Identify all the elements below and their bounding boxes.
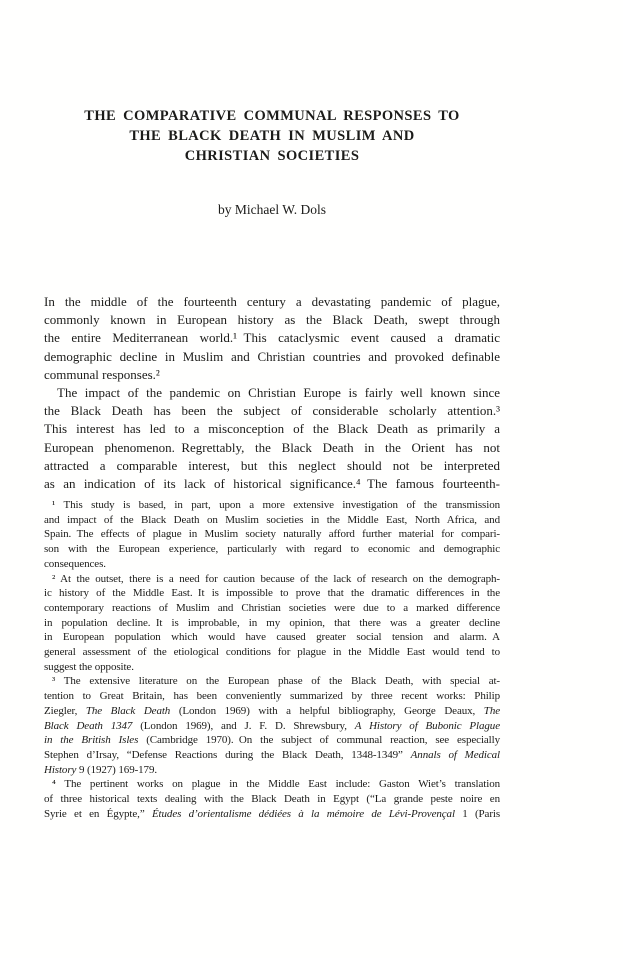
footnote-line: [44, 542, 500, 557]
footnote-line: [44, 586, 500, 601]
footnote-text: of three historical texts dealing with the Black Death in Egypt (“La grande peste noire en: [44, 793, 500, 806]
footnote-text: contemporary reactions of Muslim and Christian societies were due to a marked difference: [44, 601, 500, 614]
footnote-text: general assessment of the etiological conditions for plague in the Middle East would tend to: [44, 646, 500, 659]
footnote-citation-italic: Études d’orientalisme dédiées à la mémoire de Lévi-Provençal: [151, 807, 455, 820]
footnote-line: [44, 733, 500, 748]
body-line: The impact of the pandemic on Christian Europe is fairly well known since: [57, 385, 500, 401]
footnote-text: in European population which would have caused greater social tension and alarm. A: [44, 631, 500, 644]
footnote-citation-italic: The: [483, 704, 500, 717]
footnote-text: ² At the outset, there is a need for caution because of the lack of research on the demograph-: [52, 572, 500, 585]
title-line: THE COMPARATIVE COMMUNAL RESPONSES TO: [84, 108, 460, 124]
footnote-text: and impact of the Black Death on Muslim societies in the Middle East, North Africa, and: [44, 513, 500, 526]
paper-title: [44, 106, 500, 166]
footnote-text: Ziegler,: [44, 704, 86, 717]
footnote-line: [44, 527, 500, 542]
footnote-line: [44, 763, 500, 778]
title-line: THE BLACK DEATH IN MUSLIM AND: [129, 128, 415, 144]
footnote-text: Stephen d’Irsay, “Defense Reactions during the Black Death, 1348-1349”: [44, 748, 411, 761]
footnote-text: suggest the opposite.: [44, 660, 134, 673]
footnote-text: ⁴ The pertinent works on plague in the Middle East include: Gaston Wiet’s translation: [52, 778, 500, 791]
footnote-citation-italic: The Black Death: [85, 704, 171, 717]
body-line: the Black Death has been the subject of considerable scholarly attention.³: [44, 403, 500, 419]
footnote-text: consequences.: [44, 557, 106, 570]
footnote-line: [44, 601, 500, 616]
footnote-line: [44, 630, 500, 645]
footnote-citation-italic: in the British Isles: [44, 734, 139, 747]
footnote-citation-italic: Black Death 1347: [44, 719, 133, 732]
body-line: demographic decline in Muslim and Christian countries and provoked definable: [44, 348, 500, 364]
footnote-text: tention to Great Britain, has been conveniently summarized by three recent works: Philip: [44, 690, 500, 703]
title-line: CHRISTIAN SOCIETIES: [184, 148, 360, 164]
footnote-text: (London 1969), and J. F. D. Shrewsbury,: [132, 719, 355, 732]
footnote-line: [44, 792, 500, 807]
body-text: [44, 293, 500, 493]
footnote-line: [44, 557, 500, 572]
footnote-line: [44, 498, 500, 513]
footnotes-section: [44, 498, 500, 821]
body-line: communal responses.²: [44, 366, 160, 382]
footnote-text: Syrie et en Égypte,”: [44, 807, 152, 820]
body-line: In the middle of the fourteenth century a devastating pandemic of plague,: [44, 294, 500, 309]
footnote-line: [44, 689, 500, 704]
footnote-line: [44, 660, 500, 675]
footnote-text: ¹ This study is based, in part, upon a more extensive investigation of the transmission: [52, 499, 500, 511]
footnote-line: [44, 719, 500, 734]
footnote-line: [44, 748, 500, 763]
footnote-line: [44, 777, 500, 792]
footnote-line: [44, 513, 500, 528]
footnote-text: Spain. The effects of plague in Muslim society naturally afford further material for compari-: [44, 528, 500, 541]
footnote-citation-italic: History: [44, 763, 77, 776]
footnote-line: [44, 645, 500, 660]
footnote-text: in population decline. It is improbable, in my opinion, that there was a greater decline: [44, 616, 500, 629]
body-line: commonly known in European history as the Black Death, swept through: [44, 312, 500, 328]
footnote-line: [44, 807, 500, 822]
body-line: European phenomenon. Regrettably, the Black Death in the Orient has not: [44, 439, 500, 455]
body-line: as an indication of its lack of historical significance.⁴ The famous fourteenth-: [44, 476, 500, 492]
footnote-line: [44, 572, 500, 587]
footnote-text: (London 1969) with a helpful bibliography, George Deaux,: [170, 704, 484, 717]
footnote-citation-italic: A History of Bubonic Plague: [354, 719, 500, 732]
footnote-text: ³ The extensive literature on the European phase of the Black Death, with special at-: [52, 675, 500, 688]
footnote-citation-italic: Annals of Medical: [410, 748, 501, 761]
author-byline: by Michael W. Dols: [218, 202, 326, 217]
footnote-text: ic history of the Middle East. It is impossible to prove that the dramatic differences in the: [44, 587, 500, 600]
body-line: attracted a comparable interest, but this neglect should not be interpreted: [44, 457, 500, 473]
footnote-line: [44, 674, 500, 689]
body-line: the entire Mediterranean world.¹ This cataclysmic event caused a dramatic: [44, 330, 500, 346]
footnote-text: (Cambridge 1970). On the subject of communal reaction, see especially: [138, 734, 500, 747]
footnote-text: 1 (Paris: [454, 807, 501, 820]
body-line: This interest has led to a misconception of the Black Death as primarily a: [44, 421, 500, 437]
footnote-line: [44, 616, 500, 631]
footnote-text: 9 (1927) 169-179.: [76, 763, 158, 776]
footnote-text: son with the European experience, particularly with regard to economic and demographic: [44, 543, 500, 556]
footnote-line: [44, 704, 500, 719]
